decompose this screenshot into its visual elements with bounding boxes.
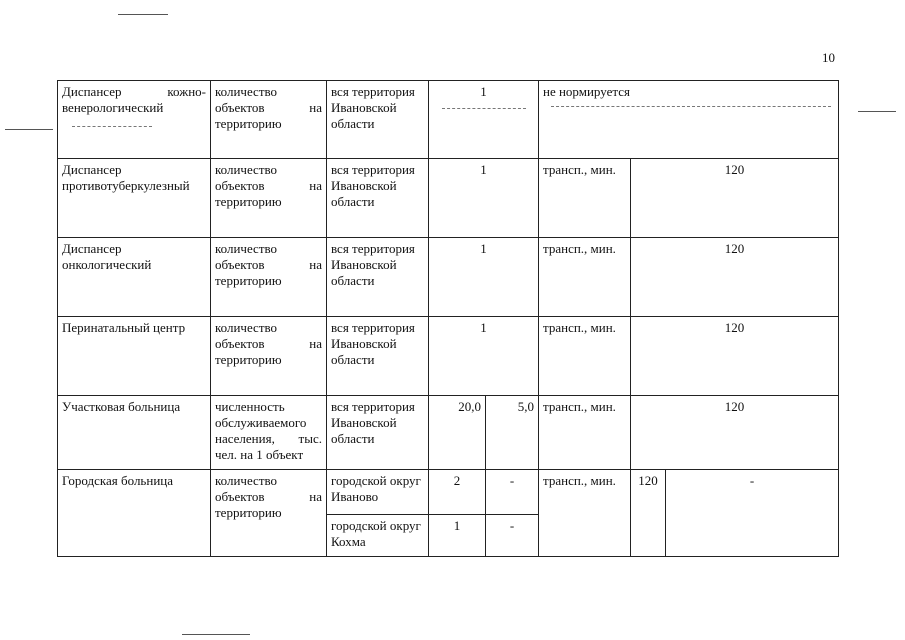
facility-name: Участковая больница [58, 396, 211, 470]
indicator: количество объектов на территорию [211, 81, 327, 159]
value: 1 [429, 159, 539, 238]
page-number: 10 [822, 50, 835, 65]
table-row [58, 238, 839, 317]
territory: городской округ Иваново [327, 470, 429, 515]
value-a: 1 [429, 515, 486, 557]
territory: вся территория Ивановской области [327, 396, 429, 470]
value-b: - [486, 470, 539, 515]
value: 1 [429, 317, 539, 396]
facility-name: Городская больница [58, 470, 211, 557]
limit-a: 120 [631, 470, 666, 557]
value-b: 5,0 [486, 396, 539, 470]
value: 1 [429, 81, 539, 159]
unit: трансп., мин. [539, 238, 631, 317]
table-row [58, 470, 839, 515]
limit: 120 [631, 159, 839, 238]
value: 1 [429, 238, 539, 317]
table-row [58, 317, 839, 396]
value-b: - [486, 515, 539, 557]
unit: трансп., мин. [539, 159, 631, 238]
norms-table [57, 80, 839, 557]
value-a: 2 [429, 470, 486, 515]
indicator: количество объектов на территорию [211, 317, 327, 396]
facility-name: Перинатальный центр [58, 317, 211, 396]
indicator: численность обслуживаемого населения, тыс. чел. на 1 объект [211, 396, 327, 470]
table-row [58, 81, 839, 159]
unit: трансп., мин. [539, 470, 631, 557]
scan-mark-right [858, 111, 896, 112]
territory: вся территория Ивановской области [327, 159, 429, 238]
unit: трансп., мин. [539, 396, 631, 470]
scan-mark-bottom [182, 634, 250, 635]
unit: не нормируется [539, 81, 839, 159]
territory: вся территория Ивановской области [327, 317, 429, 396]
unit: трансп., мин. [539, 317, 631, 396]
territory: вся территория Ивановской области [327, 81, 429, 159]
value-a: 20,0 [429, 396, 486, 470]
scan-mark-left [5, 129, 53, 130]
table-row [58, 396, 839, 470]
territory: городской округ Кохма [327, 515, 429, 557]
limit-b: - [666, 470, 839, 557]
facility-name: Диспансер кожно-венерологический [58, 81, 211, 159]
indicator: количество объектов на территорию [211, 470, 327, 557]
facility-name: Диспансер противотуберкулезный [58, 159, 211, 238]
facility-name: Диспансер онкологический [58, 238, 211, 317]
limit: 120 [631, 317, 839, 396]
table-row [58, 159, 839, 238]
territory: вся территория Ивановской области [327, 238, 429, 317]
limit: 120 [631, 238, 839, 317]
indicator: количество объектов на территорию [211, 238, 327, 317]
indicator: количество объектов на территорию [211, 159, 327, 238]
scan-mark-top [118, 14, 168, 15]
limit: 120 [631, 396, 839, 470]
